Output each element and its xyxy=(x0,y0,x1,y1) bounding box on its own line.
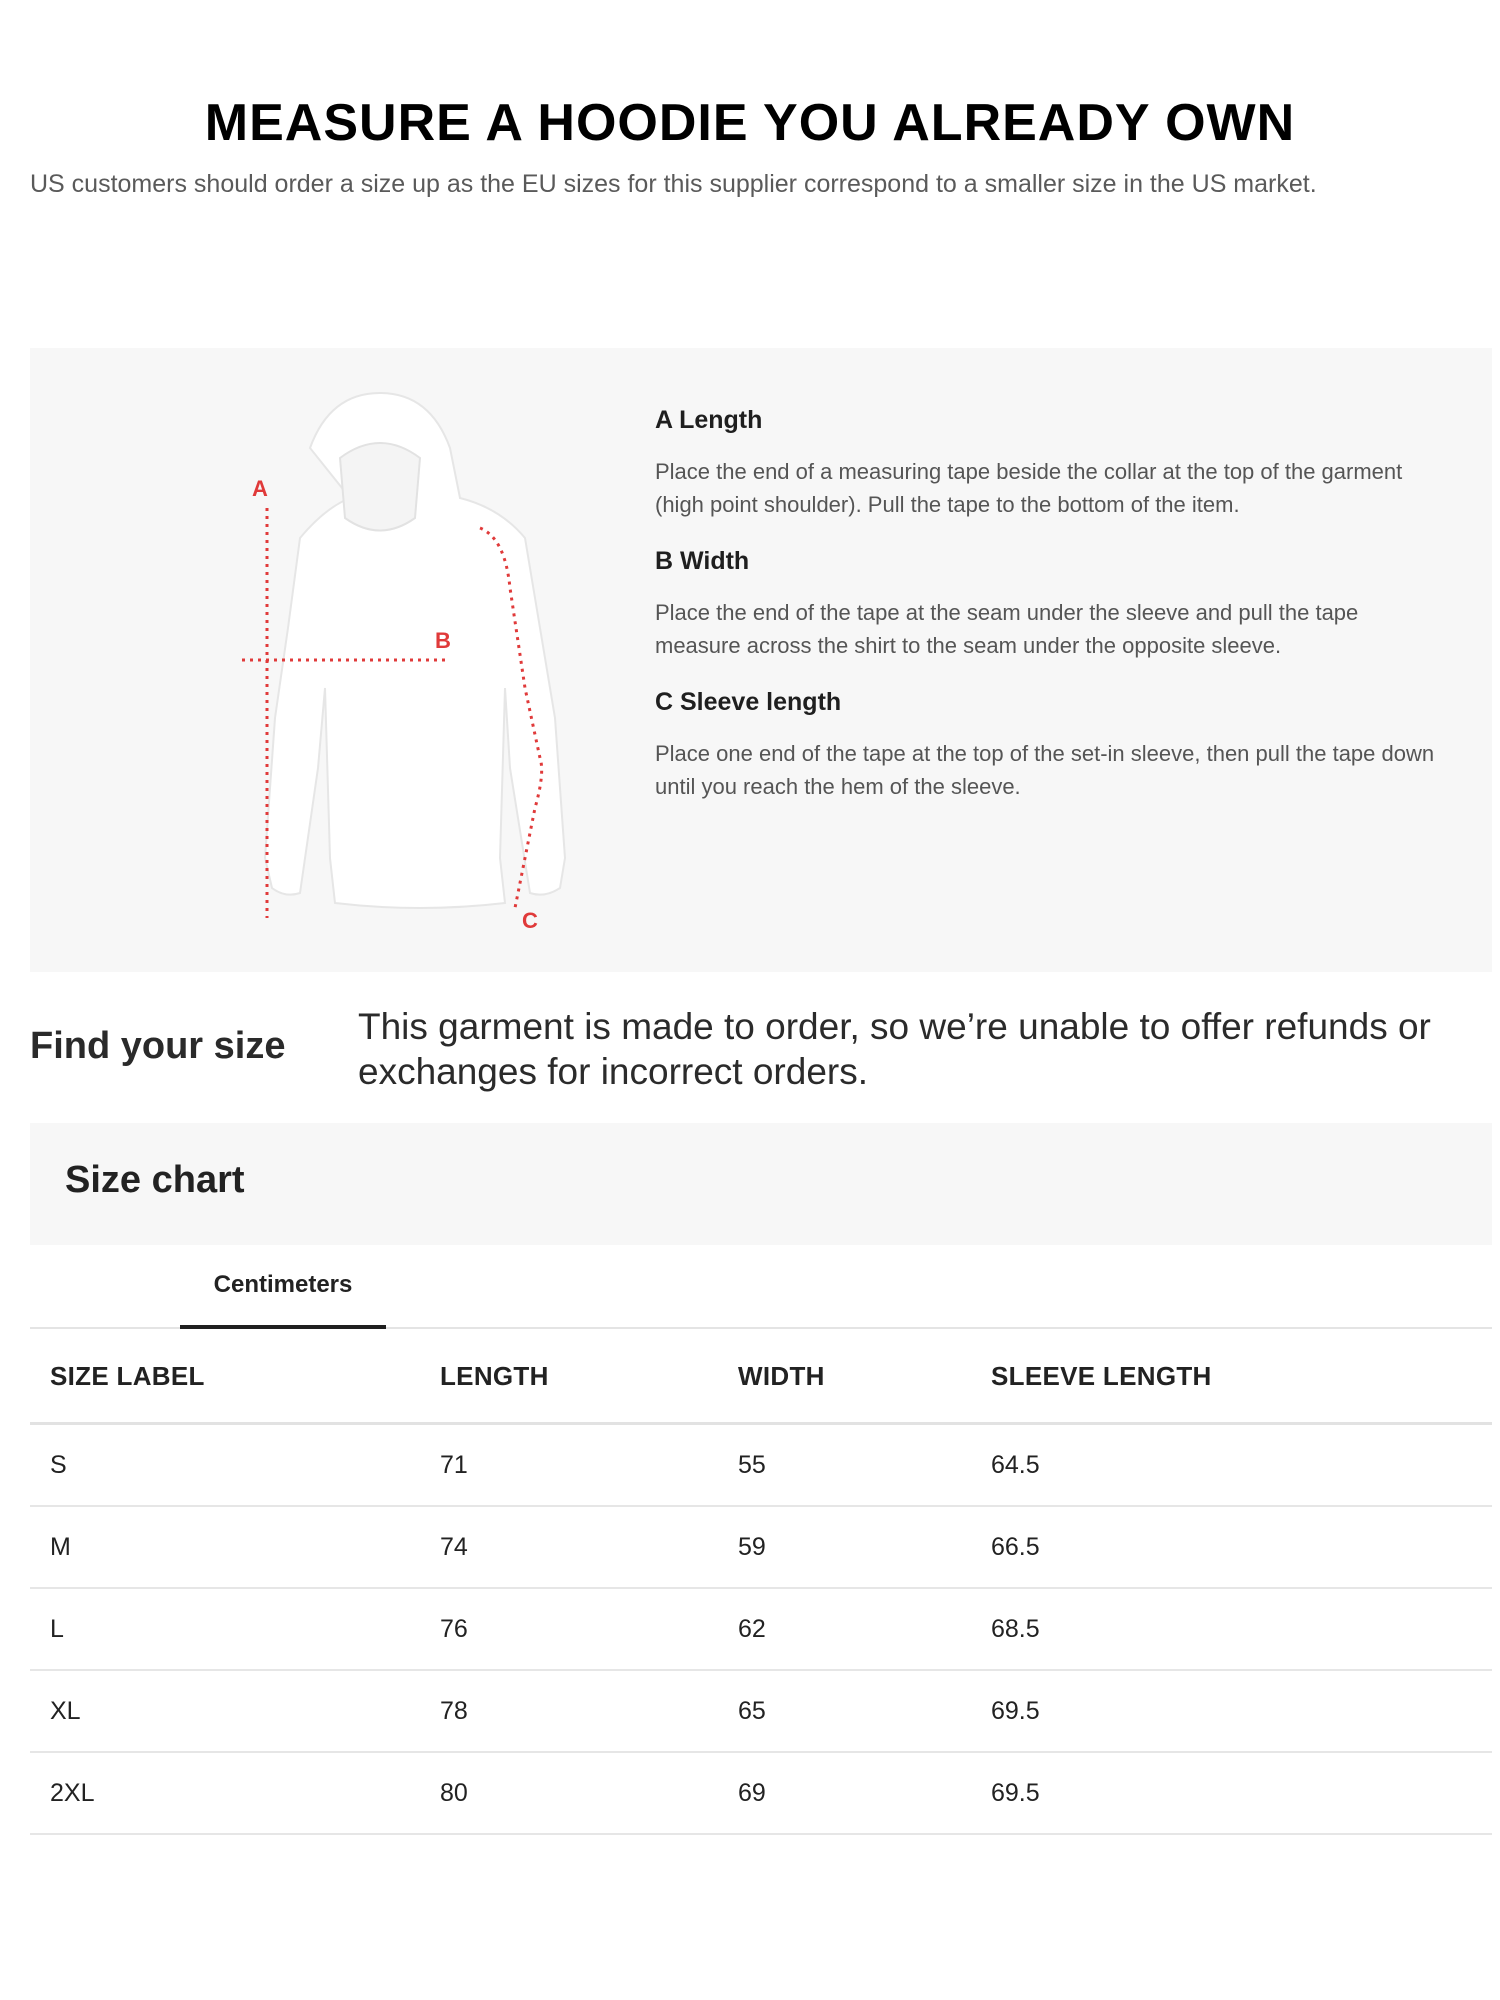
size-chart-header xyxy=(30,1123,1492,1245)
length-cell: 71 xyxy=(420,1424,718,1507)
sleeve-length-cell: 69.5 xyxy=(971,1670,1492,1752)
measurement-title: C Sleeve length xyxy=(655,688,842,716)
size-label-cell: L xyxy=(30,1588,420,1670)
label-a: A xyxy=(252,476,268,501)
width-cell: 65 xyxy=(718,1670,971,1752)
sleeve-length-cell: 69.5 xyxy=(971,1752,1492,1834)
measurement-instructions xyxy=(655,406,1445,829)
width-cell: 62 xyxy=(718,1588,971,1670)
width-cell: 59 xyxy=(718,1506,971,1588)
size-label-cell: XL xyxy=(30,1670,420,1752)
measurement-guide-panel xyxy=(30,348,1492,972)
measurement-title: B Width xyxy=(655,547,750,575)
label-b: B xyxy=(435,628,451,653)
tab-centimeters[interactable]: Centimeters xyxy=(180,1245,386,1329)
unit-tabs xyxy=(30,1245,1492,1329)
column-header: LENGTH xyxy=(420,1330,718,1424)
width-cell: 69 xyxy=(718,1752,971,1834)
length-cell: 74 xyxy=(420,1506,718,1588)
made-to-order-notice: This garment is made to order, so we’re unable to offer refunds or exchanges for incorrect orders. xyxy=(358,1006,1431,1092)
measurement-length xyxy=(655,406,1445,521)
sleeve-length-cell: 66.5 xyxy=(971,1506,1492,1588)
length-cell: 76 xyxy=(420,1588,718,1670)
length-cell: 80 xyxy=(420,1752,718,1834)
measurement-description: Place one end of the tape at the top of the set-in sleeve, then pull the tape down until you reach the hem of the sleeve. xyxy=(655,741,1435,799)
size-table xyxy=(30,1330,1492,1835)
intro-text: US customers should order a size up as the EU sizes for this supplier correspond to a smaller size in the US market. xyxy=(30,170,1317,198)
table-row xyxy=(30,1752,1492,1834)
size-label-cell: M xyxy=(30,1506,420,1588)
page-title: MEASURE A HOODIE YOU ALREADY OWN xyxy=(204,93,1296,152)
column-header: SLEEVE LENGTH xyxy=(971,1330,1492,1424)
measurement-sleeve-length xyxy=(655,688,1445,803)
size-label-cell: S xyxy=(30,1424,420,1507)
size-chart-title: Size chart xyxy=(65,1159,245,1201)
sleeve-length-cell: 64.5 xyxy=(971,1424,1492,1507)
size-label-cell: 2XL xyxy=(30,1752,420,1834)
column-header: SIZE LABEL xyxy=(30,1330,420,1424)
measurement-width xyxy=(655,547,1445,662)
sleeve-length-cell: 68.5 xyxy=(971,1588,1492,1670)
width-cell: 55 xyxy=(718,1424,971,1507)
hood-opening xyxy=(340,443,420,531)
hoodie-diagram xyxy=(160,388,600,948)
measurement-title: A Length xyxy=(655,406,763,434)
column-header: WIDTH xyxy=(718,1330,971,1424)
find-your-size-heading: Find your size xyxy=(30,1025,286,1067)
label-c: C xyxy=(522,908,538,933)
length-cell: 78 xyxy=(420,1670,718,1752)
table-row xyxy=(30,1670,1492,1752)
measurement-description: Place the end of the tape at the seam under the sleeve and pull the tape measure across the shirt to the seam under the opposite sleeve. xyxy=(655,600,1359,658)
table-row xyxy=(30,1424,1492,1507)
table-row xyxy=(30,1506,1492,1588)
measurement-description: Place the end of a measuring tape beside the collar at the top of the garment (high point shoulder). Pull the tape to the bottom of the item. xyxy=(655,459,1403,517)
table-header-row xyxy=(30,1330,1492,1424)
table-row xyxy=(30,1588,1492,1670)
